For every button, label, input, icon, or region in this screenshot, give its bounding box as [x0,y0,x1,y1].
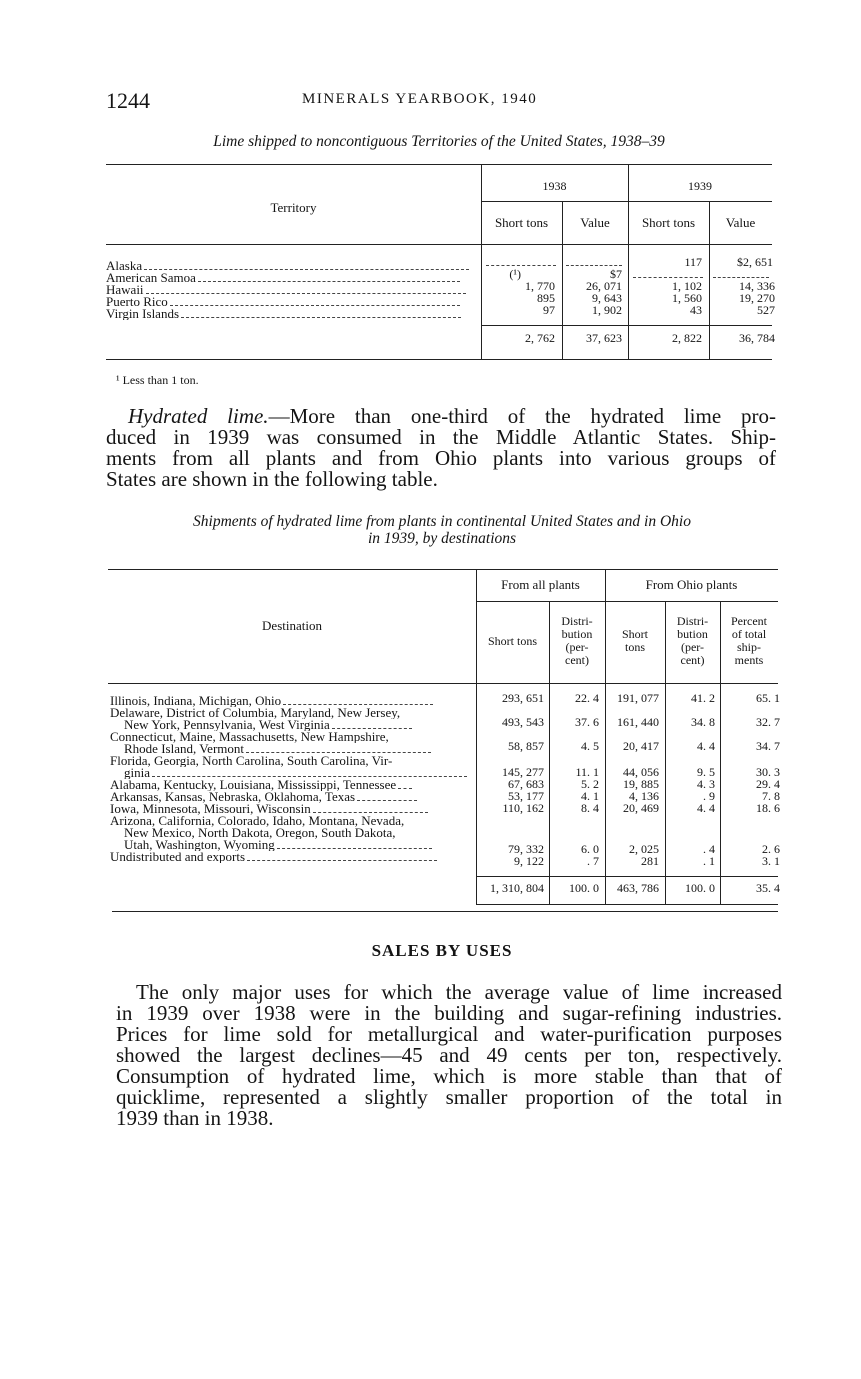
table2-cell: 145, 277 [502,765,544,779]
table2-cell: 4. 3 [697,777,715,791]
table2-cell: 5. 2 [581,777,599,791]
table2-cell: 32. 7 [756,715,780,729]
table2-cell: 4. 4 [697,739,715,753]
table2-row-label: Delaware, District of Columbia, Maryland, New Jersey, [110,707,401,719]
table2-bottom-rule [112,911,778,912]
hydrated-lime-paragraph [106,406,776,490]
table2-cell: 79, 332 [508,842,544,856]
table1-cell: 117 [684,255,702,269]
table2-cell: 4. 5 [581,739,599,753]
header-line: Short [621,627,648,641]
table1-cell: 1, 560 [672,291,702,305]
table2-cell: 34. 8 [691,715,715,729]
table1-col-header: Value [580,215,610,230]
table2-cell: 67, 683 [508,777,544,791]
table2-cell: 9, 122 [514,854,544,868]
table1-row-label: American Samoa [106,272,478,284]
table2-group-rule [476,601,778,602]
table2-cell: . 4 [703,842,715,856]
table2-total: 100. 0 [569,881,599,895]
table2-row-label: Rhode Island, Vermont [124,743,474,755]
table1-year-rule [481,201,772,202]
paragraph-lead: Hydrated lime. [128,404,269,428]
table2-cell: 6. 0 [581,842,599,856]
table2-group-header: From all plants [501,577,580,592]
table1-row-label: Virgin Islands [106,308,478,320]
table1-total-rule [481,325,772,326]
table2-row-label: Arizona, California, Colorado, Idaho, Montana, Nevada, [110,815,405,827]
table1-blank-leader [566,265,622,266]
sales-by-uses-paragraph [116,982,782,1129]
table2-caption-line: in 1939, by destinations [367,530,517,547]
page-number: 1244 [106,88,150,113]
table2-caption-line: Shipments of hydrated lime from plants in continental United States and in Ohio [193,513,691,530]
table2-cell: 4, 136 [629,789,659,803]
table2-total-bottom-rule [476,904,778,905]
header-line: Distri- [561,614,593,628]
paragraph-line: duced in 1939 was consumed in the Middle Atlantic States. Ship- [106,425,776,449]
table2-cell: 2. 6 [762,842,780,856]
table1-cell: 97 [543,303,555,317]
table2-row-label: New York, Pennsylvania, West Virginia [124,719,474,731]
table2-cell: 7. 8 [762,789,780,803]
table2-total: 35. 4 [756,881,780,895]
table2-cell: 11. 1 [575,765,599,779]
table2-top-rule [108,569,778,570]
table1-total: 2, 762 [525,331,555,345]
table2-cell: 22. 4 [575,691,599,705]
table2-cell: . 9 [703,789,715,803]
table1-total: 37, 623 [586,331,622,345]
table2-cell: . 1 [703,854,715,868]
table2-col-header [476,635,549,648]
paragraph-line: 1939 than in 1938. [116,1106,274,1130]
paragraph-line: The only major uses for which the average value of lime increased [136,980,782,1004]
table2-cell: 3. 1 [762,854,780,868]
header-line: Short tons [487,634,537,648]
table1-cell: 9, 643 [592,291,622,305]
table1-cell: 26, 071 [586,279,622,293]
table2-row-label: Undistributed and exports [110,851,474,863]
table1-blank-leader [486,265,556,266]
table2-col-header [549,615,605,667]
table1-total: 36, 784 [739,331,775,345]
header-line: cent) [680,653,705,667]
table2-col-header [720,615,778,667]
table2-total: 463, 786 [617,881,659,895]
table2-cell: 161, 440 [617,715,659,729]
header-line: cent) [565,653,589,667]
table1-cell: $2, 651 [737,255,773,269]
header-line: ments [734,653,764,667]
table2-col-header [665,615,720,667]
table1-cell: 19, 270 [739,291,775,305]
table1-cell: 1, 102 [672,279,702,293]
table2-row-label: Illinois, Indiana, Michigan, Ohio [110,695,474,707]
header-line: (per- [680,640,705,654]
table1-cell: 527 [757,303,775,317]
table1-col-header: Short tons [641,215,696,230]
table2-cell: 8. 4 [581,801,599,815]
table2-cell: 44, 056 [623,765,659,779]
table1-row-label: Puerto Rico [106,296,478,308]
table2-cell: 293, 651 [502,691,544,705]
table2-cell: 53, 177 [508,789,544,803]
table1-stub-header: Territory [270,200,317,215]
table1-bottom-rule [106,359,772,360]
table2-row-label: Utah, Washington, Wyoming [124,839,474,851]
header-line: bution [677,627,708,641]
table2-cell: 4. 1 [581,789,599,803]
table2-row-label: New Mexico, North Dakota, Oregon, South Dakota, [124,827,396,839]
table1-footnote: ¹ Less than 1 ton. [116,373,199,387]
table2-cell: 19, 885 [623,777,659,791]
table1-cell: 1, 902 [592,303,622,317]
table1-caption: Lime shipped to noncontiguous Territories of the United States, 1938–39 [213,133,665,150]
header-line: tons [624,640,645,654]
table1-header-rule [106,244,772,245]
table2-cell: 493, 543 [502,715,544,729]
paragraph-line: quicklime, represented a slightly smaller proportion of the total in [116,1085,782,1109]
table2-cell: 29. 4 [756,777,780,791]
table2-cell: 110, 162 [502,801,544,815]
table2-cell: . 7 [587,854,599,868]
table2-row-label: Florida, Georgia, North Carolina, South Carolina, Vir- [110,755,393,767]
header-line: of total [731,627,767,641]
table2-total: 100. 0 [685,881,715,895]
table2-cell: 18. 6 [756,801,780,815]
table2-cell: 4. 4 [697,801,715,815]
table1-cell: 14, 336 [739,279,775,293]
table1-blank-leader [713,277,769,278]
header-line: Percent [731,614,767,628]
table2-total-rule [476,876,778,877]
table2-cell: 58, 857 [508,739,544,753]
table1-cell: 43 [690,303,702,317]
paragraph-line: Consumption of hydrated lime, which is more stable than that of [116,1064,782,1088]
table2-cell: 9. 5 [697,765,715,779]
paragraph-line: —More than one-third of the hydrated lime pro- [268,404,776,428]
table2-cell: 20, 417 [623,739,659,753]
table1-total: 2, 822 [672,331,702,345]
header-line: Distri- [676,614,709,628]
table2-row-label: Alabama, Kentucky, Louisiana, Mississippi, Tennessee [110,779,474,791]
table1-cell: $7 [610,267,622,281]
table1-col-header: Short tons [494,215,549,230]
table2-cell: 281 [641,854,659,868]
header-line: (per- [565,640,589,654]
table2-row-label: Connecticut, Maine, Massachusetts, New Hampshire, [110,731,389,743]
table1-cell: 1, 770 [525,279,555,293]
header-line: ship- [737,640,761,654]
table1-col-header: Value [725,215,756,230]
paragraph-line: Prices for lime sold for metallurgical and water-purification purposes [116,1022,782,1046]
paragraph-line: States are shown in the following table. [106,467,438,491]
table2-cell: 37. 6 [575,715,599,729]
table2-cell: 41. 2 [691,691,715,705]
table1-vline [481,164,482,359]
section-heading: SALES BY USES [371,941,513,960]
paragraph-line: showed the largest declines—45 and 49 cents per ton, respectively. [116,1043,782,1067]
table2-group-header: From Ohio plants [645,577,738,592]
table2-cell: 34. 7 [756,739,780,753]
table2-stub-header: Destination [262,618,322,633]
header-line: bution [561,627,593,641]
paragraph-line: ments from all plants and from Ohio plants into various groups of [106,446,776,470]
table2-header-rule [108,683,778,684]
table2-row-label: ginia [124,767,474,779]
paragraph-line: in 1939 over 1938 were in the building and sugar-refining industries. [116,1001,782,1025]
table2-row-label: Arkansas, Kansas, Nebraska, Oklahoma, Texas [110,791,474,803]
table1-top-rule [106,164,772,165]
table2-total: 1, 310, 804 [490,881,544,895]
table2-cell: 30. 3 [756,765,780,779]
table1-year-header: 1938 [542,179,567,193]
table2-cell: 20, 469 [623,801,659,815]
table2-row-label: Iowa, Minnesota, Missouri, Wisconsin [110,803,474,815]
table1-cell: 895 [537,291,555,305]
table1-year-header: 1939 [688,179,712,193]
table2-cell: 191, 077 [617,691,659,705]
table2-caption [106,513,778,547]
table2-cell: 65. 1 [756,691,780,705]
table1-row-label: Alaska [106,260,478,272]
table1-cell: (¹) [509,267,521,281]
running-head: MINERALS YEARBOOK, 1940 [302,91,538,107]
table2-cell: 2, 025 [629,842,659,856]
table1-blank-leader [633,277,703,278]
table2-col-header [605,628,665,654]
table1-row-label: Hawaii [106,284,478,296]
